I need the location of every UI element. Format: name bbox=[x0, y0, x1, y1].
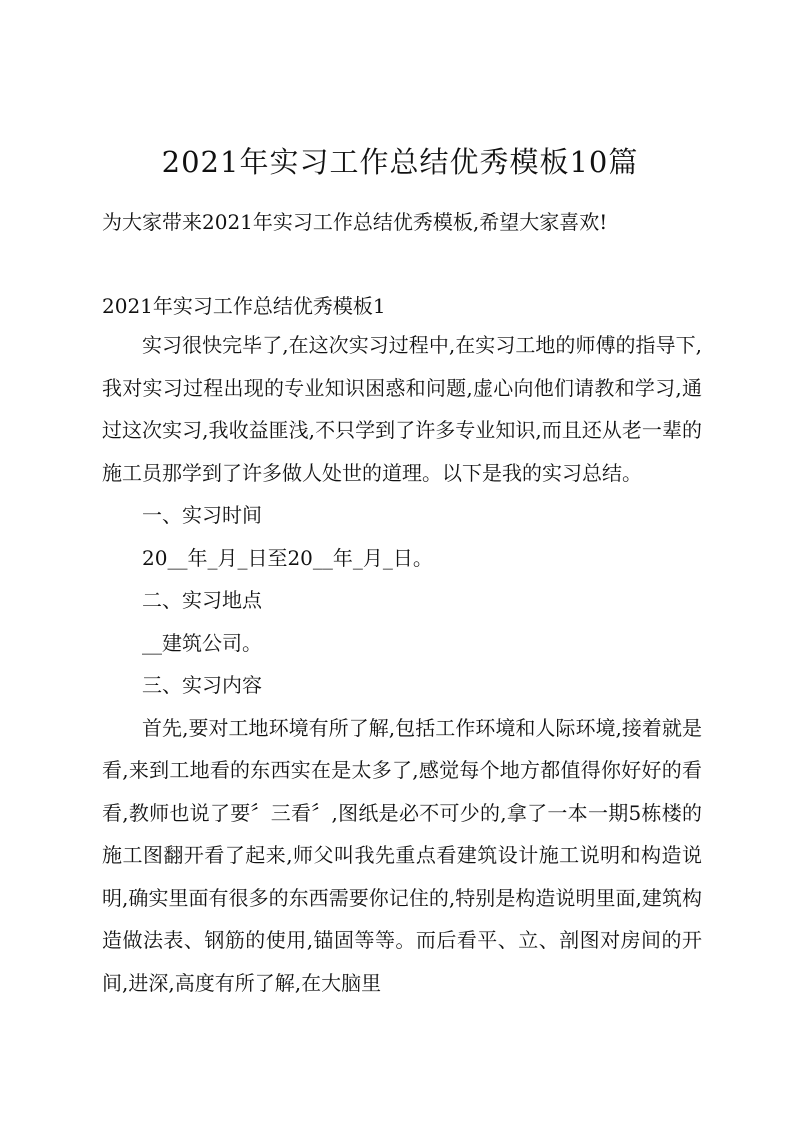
paragraph-intro: 实习很快完毕了,在这次实习过程中,在实习工地的师傅的指导下,我对实习过程出现的专业知识困惑和问题,虚心向他们请教和学习,通过这次实习,我收益匪浅,不只学到了许多专业知识,而且还从老一辈的施工员那学到了许多做人处世的道理。以下是我的实习总结。 bbox=[102, 333, 702, 485]
document-title: 2021年实习工作总结优秀模板10篇 bbox=[161, 145, 639, 179]
heading-internship-content: 三、实习内容 bbox=[142, 673, 262, 697]
paragraph-internship-content: 首先,要对工地环境有所了解,包括工作环境和人际环境,接着就是看,来到工地看的东西实在是太多了,感觉每个地方都值得你好好的看看,教师也说了要〞三看〞,图纸是必不可少的,拿了一本一期5栋楼的施工图翻开看了起来,师父叫我先重点看建筑设计施工说明和构造说明,确实里面有很多的东西需要你记住的,特别是构造说明里面,建筑构造做法表、钢筋的使用,锚固等等。而后看平、立、剖图对房间的开间,进深,高度有所了解,在大脑里 bbox=[102, 715, 702, 995]
heading-internship-location: 二、实习地点 bbox=[142, 588, 262, 612]
internship-location-value: __建筑公司。 bbox=[142, 630, 262, 655]
section-heading: 2021年实习工作总结优秀模板1 bbox=[102, 294, 386, 318]
internship-time-value: 20__年_月_日至20__年_月_日。 bbox=[142, 545, 433, 570]
document-body bbox=[102, 324, 702, 1004]
heading-internship-time: 一、实习时间 bbox=[142, 503, 262, 527]
intro-text: 为大家带来2021年实习工作总结优秀模板,希望大家喜欢! bbox=[102, 210, 608, 234]
